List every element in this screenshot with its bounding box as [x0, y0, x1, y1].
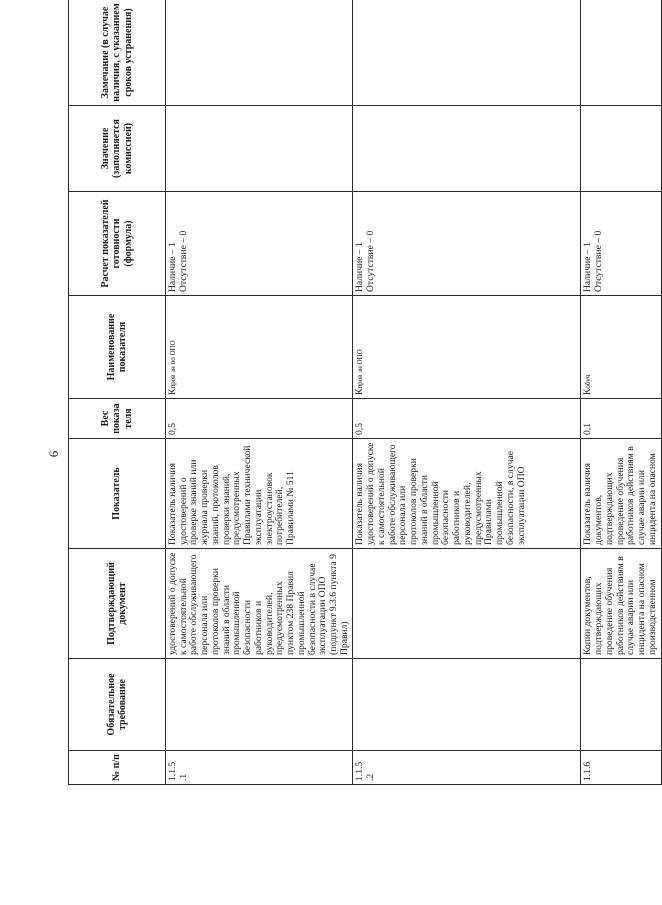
- row-requirement: [353, 659, 581, 751]
- row-name: [166, 296, 353, 399]
- row-remark: [166, 0, 353, 106]
- row-name: [353, 296, 581, 399]
- row-document: Копии документов, подтверждающих проведение обучения работников действиям в случае аварии или инцидента на опасном производственном: [581, 549, 661, 659]
- row-weight: 0,5: [166, 399, 353, 439]
- header-value: Значение (заполняется комиссией): [69, 106, 166, 192]
- table-row: [166, 0, 353, 785]
- row-weight: 0,1: [581, 399, 661, 439]
- row-formula: Наличие – 1 Отсутствие – 0: [353, 192, 581, 296]
- header-row: [69, 0, 166, 785]
- row-indicator: Показатель наличия удостоверений о допуске к самостоятельной работе обслуживающего персонала или протоколов проверки знаний в области промышленной безопасности работников и руководителей, предусмотренных Правилами промышленной безопасности, в случае эксплуатации ОПО: [353, 439, 581, 549]
- name-sub: пров зн ОПО: [356, 349, 365, 389]
- header-indicator: Показатель: [69, 439, 166, 549]
- name-main: К: [354, 388, 366, 395]
- name-main: К: [167, 388, 178, 395]
- row-remark: [353, 0, 581, 106]
- name-sub: обуч: [584, 374, 593, 389]
- row-remark: [581, 0, 661, 106]
- row-num: 1.1.6: [581, 751, 661, 785]
- row-formula: Наличие – 1 Отсутствие – 0: [581, 192, 661, 296]
- row-document: [353, 549, 581, 659]
- rotated-page: [68, 0, 658, 785]
- header-name: Наименование показателя: [69, 296, 166, 399]
- landscape-content: [68, 0, 658, 785]
- header-weight: Вес показателя: [69, 399, 166, 439]
- row-num: 1.1.5 .2: [353, 751, 581, 785]
- row-name: [581, 296, 661, 399]
- row-weight: 0,5: [353, 399, 581, 439]
- row-indicator: Показатель наличия удостоверений о проверке знаний или журнала проверки знаний, протоколов проверки знаний, предусмотренных Правилами технической эксплуатации электроустановок потребителей, Правилами № 511: [166, 439, 353, 549]
- table-row: [581, 0, 661, 785]
- header-requirement: Обязательное требование: [69, 659, 166, 751]
- row-formula: Наличие – 1 Отсутствие – 0: [166, 192, 353, 296]
- row-value: [353, 106, 581, 192]
- table-row: [353, 0, 581, 785]
- name-main: К: [582, 388, 594, 395]
- row-value: [581, 106, 661, 192]
- row-document: удостоверений о допуске к самостоятельной работе обслуживающего персонала или протоколов проверки знаний в области промышленной безопасности работников и руководителей, предусмотренных пунктом 238 Правил промышленной безопасности в случае эксплуатации ОПО (подпункт 9.3.6 пункта 9 Правил): [166, 549, 353, 659]
- header-formula: Расчет показателей готовности (формула): [69, 192, 166, 296]
- row-requirement: [166, 659, 353, 751]
- row-value: [166, 106, 353, 192]
- row-indicator: Показатель наличия документов, подтверждающих проведение обучения работников действиям в случае аварии или инцидента на опасном: [581, 439, 661, 549]
- row-num: 1.1.5 .1: [166, 751, 353, 785]
- header-remark: Замечание (в случае наличия, с указанием сроков устранения): [69, 0, 166, 106]
- row-requirement: [581, 659, 661, 751]
- header-num: № п/п: [69, 751, 166, 785]
- readiness-table: [68, 0, 662, 785]
- header-document: Подтверждающий документ: [69, 549, 166, 659]
- page-number: 6: [46, 450, 61, 458]
- name-sub: пров зн по ОПО: [169, 340, 177, 389]
